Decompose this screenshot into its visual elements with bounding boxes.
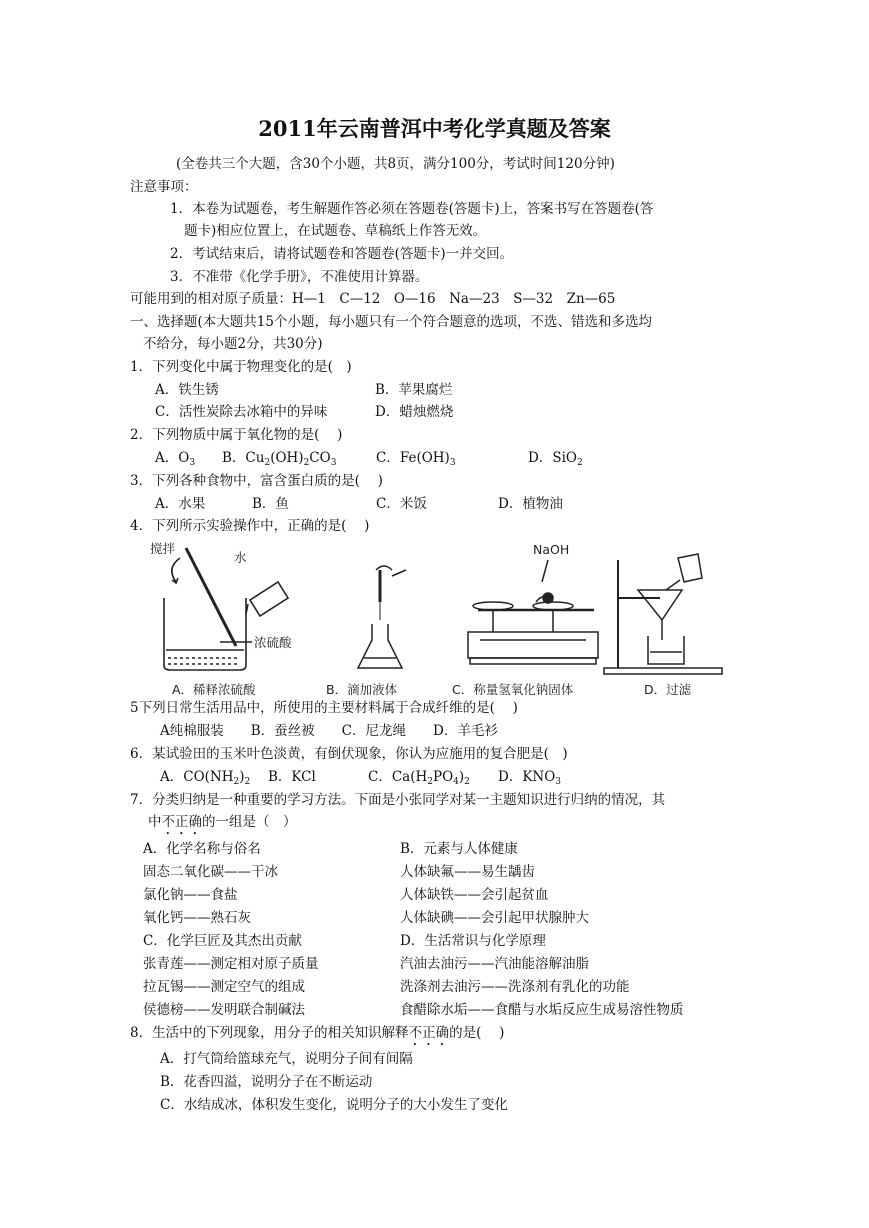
q6-option-a: A．$CO(NH_2)_2$	[160, 769, 251, 787]
page-title: 2011年云南普洱中考化学真题及答案	[258, 116, 611, 141]
q7-b-3: 人体缺碘——会引起甲状腺肿大	[400, 910, 589, 926]
q7-d-3: 食醋除水垢——食醋与水垢反应生成易溶性物质	[400, 1002, 684, 1018]
caption-d: D．过滤	[644, 682, 692, 697]
notice-item-2: 2．考试结束后，请将试题卷和答题卷(答题卡)一并交回。	[170, 246, 514, 262]
q3-option-b: B．鱼	[252, 496, 289, 512]
q7-d-2: 洗涤剂去油污——洗涤剂有乳化的功能	[400, 979, 630, 995]
q7-d-1: 汽油去油污——汽油能溶解油脂	[400, 956, 589, 972]
fig-acid-label: 浓硫酸	[254, 635, 292, 650]
q7-a-head: A．化学名称与俗名	[143, 841, 261, 857]
notice-item-1b: 题卡)相应位置上，在试题卷、草稿纸上作答无效。	[184, 223, 487, 239]
notice-item-1a: 1．本卷为试题卷，考生解题作答必须在答题卷(答题卡)上，答案书写在答题卷(答	[170, 201, 654, 217]
q7-b-head: B．元素与人体健康	[400, 841, 518, 857]
q7-c-1: 张青莲——测定相对原子质量	[143, 956, 319, 972]
q8-option-a: A．打气筒给篮球充气，说明分子间有间隔	[160, 1051, 413, 1067]
q7-c-head: C．化学巨匠及其杰出贡献	[143, 933, 302, 949]
dropper-illustration	[358, 566, 406, 668]
q5-options: A纯棉服装 B．蚕丝被 C．尼龙绳 D．羊毛衫	[160, 723, 498, 739]
caption-c: C．称量氢氧化钠固体	[452, 682, 574, 697]
q5-stem: 5下列日常生活用品中，所使用的主要材料属于合成纤维的是( )	[130, 700, 518, 716]
q7-d-head: D．生活常识与化学原理	[400, 933, 546, 949]
q8-option-b: B．花香四溢，说明分子在不断运动	[160, 1074, 373, 1090]
caption-b: B．滴加液体	[326, 682, 398, 697]
q1-option-b: B．苹果腐烂	[375, 382, 453, 398]
q2-stem: 2．下列物质中属于氧化物的是( )	[130, 427, 343, 443]
q2-option-a: A．$O_3$	[155, 450, 196, 468]
q7-a-1: 固态二氧化碳——干冰	[143, 864, 278, 880]
fig-stir-label: 搅拌	[150, 541, 176, 556]
q3-stem: 3．下列各种食物中，富含蛋白质的是( )	[130, 473, 383, 489]
section1-line2: 不给分，每小题2分，共30分)	[143, 336, 323, 352]
q1-stem: 1．下列变化中属于物理变化的是( )	[130, 359, 352, 375]
exam-subtitle: (全卷共三个大题，含30个小题，共8页，满分100分，考试时间120分钟)	[176, 156, 615, 172]
q8-option-c: C．水结成冰，体积发生变化，说明分子的大小发生了变化	[160, 1097, 508, 1113]
q1-option-c: C．活性炭除去冰箱中的异味	[155, 404, 328, 420]
q3-option-d: D．植物油	[498, 496, 563, 512]
q4-stem: 4．下列所示实验操作中，正确的是( )	[130, 518, 370, 534]
fig-naoh-label: NaOH	[533, 542, 570, 557]
q7-stem-line1: 7．分类归纳是一种重要的学习方法。下面是小张同学对某一主题知识进行归纳的情况，其	[130, 792, 666, 808]
caption-a: A．稀释浓硫酸	[172, 682, 256, 697]
q7-a-3: 氧化钙——熟石灰	[143, 910, 251, 926]
balance-illustration	[468, 542, 598, 664]
q1-option-d: D．蜡烛燃烧	[375, 404, 454, 420]
filtration-illustration	[604, 554, 722, 674]
notice-item-3: 3．不准带《化学手册》，不准使用计算器。	[170, 269, 429, 285]
q2-option-d: D．SiO$_2$	[528, 450, 583, 468]
q8-stem: 8．生活中的下列现象，用分子的相关知识解释不正确的是( )	[130, 1025, 505, 1041]
atomic-masses: 可能用到的相对原子质量：H—1 C—12 O—16 Na—23 S—32 Zn—65	[130, 291, 616, 307]
lab-apparatus-illustration	[150, 540, 725, 700]
q6-option-d: D．$KNO_3$	[498, 769, 562, 787]
q7-stem-line2: 中不正确的一组是（ ）	[148, 814, 297, 830]
q2-option-b: B．$Cu_2(OH)_2CO_3$	[222, 450, 337, 468]
q7-c-2: 拉瓦锡——测定空气的组成	[143, 979, 305, 995]
q7-a-2: 氯化钠——食盐	[143, 887, 238, 903]
q3-option-c: C．米饭	[376, 496, 427, 512]
q7-c-3: 侯德榜——发明联合制碱法	[143, 1002, 305, 1018]
diluting-acid-illustration	[150, 541, 292, 670]
q2-option-c: C．$Fe(OH)_3$	[376, 450, 456, 468]
q7-b-1: 人体缺氟——易生龋齿	[400, 864, 535, 880]
notice-heading: 注意事项：	[130, 179, 198, 195]
fig-water-label: 水	[234, 550, 247, 565]
q6-option-c: C．$Ca(H_2PO_4)_2$	[368, 769, 470, 787]
q1-option-a: A．铁生锈	[155, 382, 219, 398]
q6-option-b: B．KCl	[268, 769, 316, 785]
section1-line1: 一、选择题(本大题共15个小题，每小题只有一个符合题意的选项，不选、错选和多选均	[130, 314, 652, 330]
q7-b-2: 人体缺铁——会引起贫血	[400, 887, 549, 903]
q6-stem: 6．某试验田的玉米叶色淡黄，有倒伏现象，你认为应施用的复合肥是( )	[130, 746, 568, 762]
q4-experiment-figure	[150, 540, 725, 700]
q3-option-a: A．水果	[155, 496, 206, 512]
